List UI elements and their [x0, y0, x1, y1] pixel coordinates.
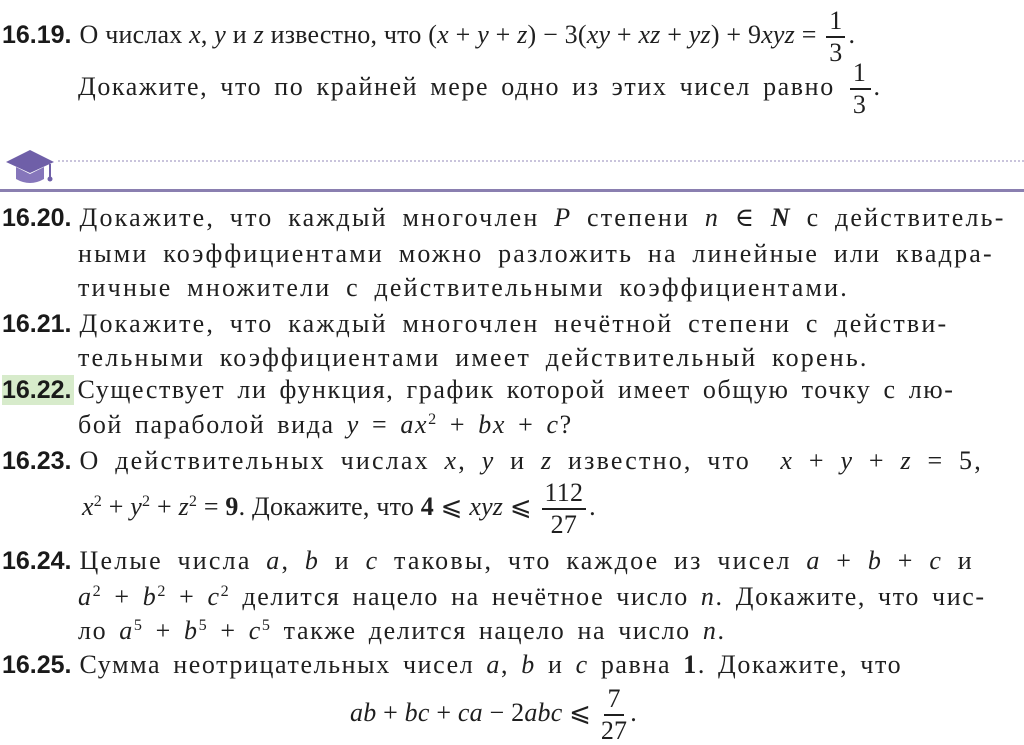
- fraction-7-27: $\frac{7}{27}$: [600, 684, 628, 745]
- problem-16-21: [2, 309, 948, 339]
- problem-16-20-line3: тичные множители с действительными коэффициентами.: [78, 273, 849, 302]
- problem-number: 16.19.: [2, 20, 72, 49]
- problem-16-24-line3: ло $a^5 + b^5 + c^5$ также делится нацело на число n.: [78, 616, 726, 645]
- problem-16-19-line2: Докажите, что по крайней мере одно из этих чисел равно $\frac{1}{3}$ .: [78, 58, 882, 119]
- problem-text: Докажите, что каждый многочлен нечётной степени с действи-: [79, 309, 949, 338]
- problem-16-20-line2: ными коэффициентами можно разложить на линейные или квадра-: [78, 239, 994, 268]
- fraction-112-27: $\frac{112}{27}$: [542, 480, 587, 538]
- problem-16-22-line2: бой параболой вида $y = ax^2$ + bx + c?: [78, 410, 573, 439]
- problem-number: 16.20.: [2, 204, 72, 232]
- graduation-cap-icon: [4, 146, 56, 190]
- problem-16-21-line2: тельными коэффициентами имеет действительный корень.: [78, 343, 869, 372]
- problem-text: Сумма неотрицательных чисел a, b и c равна 1. Докажите, что: [79, 650, 903, 679]
- problem-16-23: [2, 446, 983, 476]
- problem-number: 16.23.: [2, 447, 72, 475]
- problem-number: 16.21.: [2, 310, 72, 338]
- fraction-one-third-2: $\frac{1}{3}$: [850, 60, 871, 118]
- problem-16-20: [2, 203, 1006, 233]
- fraction-one-third: $\frac{1}{3}$: [826, 8, 845, 66]
- problem-number: 16.25.: [2, 651, 72, 679]
- problem-text: О действительных числах x, y и z известно, что x + y + z = 5,: [79, 446, 983, 475]
- problem-16-19: [2, 8, 855, 66]
- problem-text: Докажите, что каждый многочлен P степени n ∈ N с действитель-: [79, 203, 1006, 232]
- problem-number: 16.24.: [2, 547, 72, 575]
- problem-16-25-formula: ab + bc + ca − 2abc ⩽ $\frac{7}{27}$ .: [350, 684, 637, 745]
- problem-16-24: [2, 546, 974, 576]
- problem-text: Целые числа a, b и c таковы, что каждое из чисел a + b + c и: [79, 546, 974, 575]
- problem-16-24-line2: $a^2 + b^2 + c^2$ делится нацело на нечётное число n. Докажите, что чис-: [78, 582, 986, 611]
- problem-number-highlighted: 16.22.: [2, 376, 72, 404]
- dotted-rule: [58, 160, 1024, 162]
- problem-text: Существует ли функция, график которой имеет общую точку с лю-: [77, 375, 955, 404]
- problem-16-22: [2, 375, 955, 405]
- section-separator: [0, 189, 1024, 192]
- problem-text: О числах x, y и z известно, что (x + y + z) − 3(xy + xz + yz) + 9xyz = $\frac{1}{3}$ .: [79, 6, 856, 67]
- problem-16-23-line2: $x^2 + y^2 + z^2 = 9$. Докажите, что 4 ⩽ xyz ⩽ $\frac{112}{27}$ .: [82, 478, 596, 539]
- problem-16-25: [2, 650, 902, 680]
